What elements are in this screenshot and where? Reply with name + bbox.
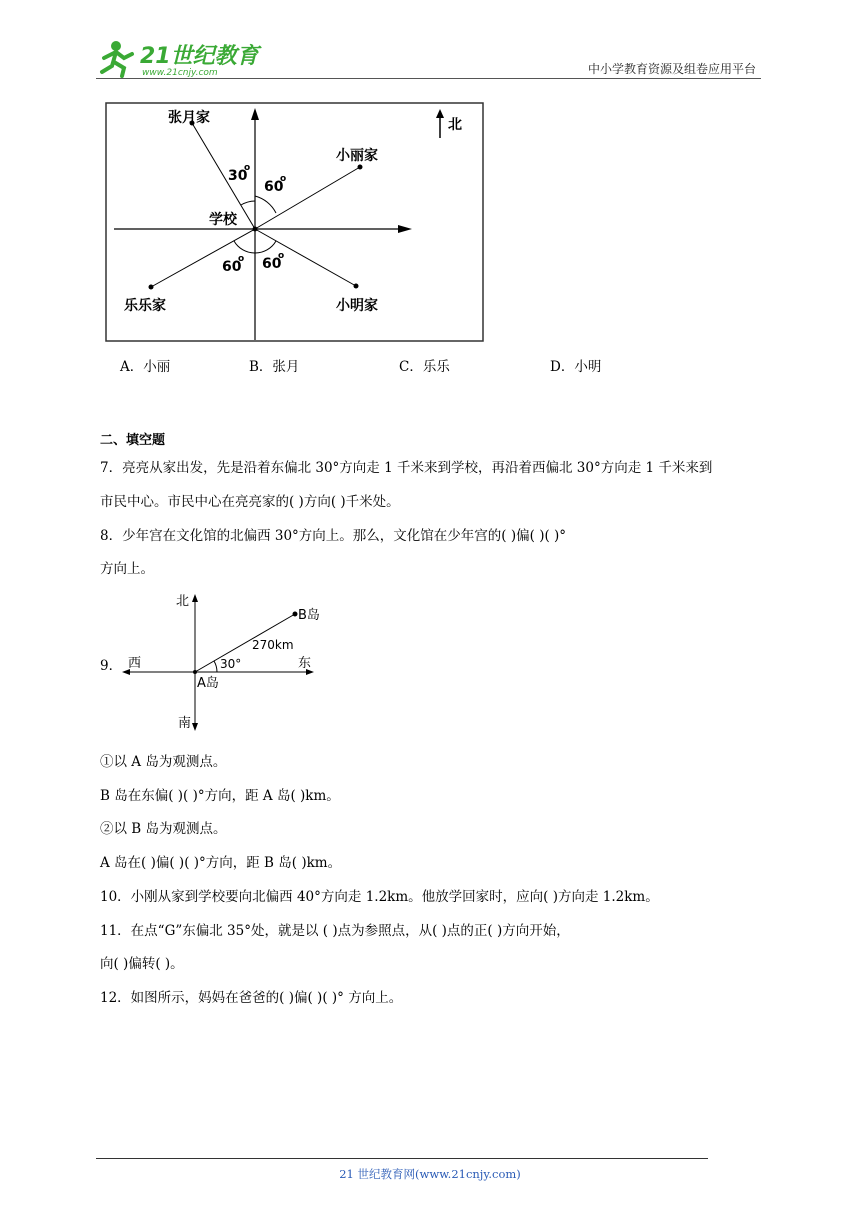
question-10: 10．小刚从家到学校要向北偏西 40°方向走 1.2km。他放学回家时，应向( )方向走 1.2km。: [100, 889, 659, 905]
footer-link[interactable]: 21 世纪教育网(www.21cnjy.com): [339, 1167, 521, 1181]
question-9-sub1-title: ①以 A 岛为观测点。: [100, 754, 227, 770]
north-label: 北: [448, 117, 462, 133]
east-label: 东: [298, 656, 312, 671]
option-c[interactable]: C．乐乐: [399, 359, 450, 375]
distance-label: 270km: [252, 638, 294, 652]
runner-logo-icon: [102, 41, 132, 76]
svg-text:o: o: [238, 254, 245, 264]
svg-text:o: o: [280, 174, 287, 184]
angle-60-label: 60: [264, 179, 284, 195]
site-logo: [94, 38, 264, 78]
header-divider: [96, 78, 761, 79]
angle-60-label: 60: [222, 259, 242, 275]
question-9-number: 9．: [100, 658, 123, 674]
island-a-label: A岛: [197, 676, 219, 691]
angle-label: 30°: [220, 657, 242, 671]
island-direction-figure: [120, 588, 340, 734]
direction-map-figure: [104, 100, 486, 344]
question-9-sub1-line: B 岛在东偏( )( )°方向，距 A 岛( )km。: [100, 788, 340, 804]
zhangyue-home-label: 张月家: [168, 110, 210, 126]
question-8-line-2: 方向上。: [100, 561, 154, 577]
question-11-line-2: 向( )偏转( )。: [100, 956, 184, 972]
svg-text:www.21cnjy.com: www.21cnjy.com: [142, 68, 218, 78]
question-11-line-1: 11．在点“G”东偏北 35°处，就是以 ( )点为参照点，从( )点的正( )方向开始，: [100, 923, 570, 939]
option-a[interactable]: A．小丽: [120, 359, 171, 375]
island-b-label: B岛: [298, 608, 320, 623]
question-9-sub2-line: A 岛在( )偏( )( )°方向，距 B 岛( )km。: [100, 855, 342, 871]
school-label: 学校: [209, 212, 237, 228]
angle-30-label: 30: [228, 168, 248, 184]
angle-60-label: 60: [262, 256, 282, 272]
xiaoming-home-label: 小明家: [336, 298, 378, 314]
option-d[interactable]: D．小明: [550, 359, 602, 375]
question-8-line-1: 8．少年宫在文化馆的北偏西 30°方向上。那么，文化馆在少年宫的( )偏( )( )°: [100, 528, 567, 544]
header-platform-text: 中小学教育资源及组卷应用平台: [587, 62, 756, 76]
question-9-sub2-title: ②以 B 岛为观测点。: [100, 821, 227, 837]
west-label: 西: [128, 656, 142, 671]
south-label: 南: [178, 716, 192, 731]
question-7-line-2: 市民中心。市民中心在亮亮家的( )方向( )千米处。: [100, 494, 400, 510]
xiaoli-home-label: 小丽家: [336, 148, 378, 164]
svg-text:o: o: [244, 163, 251, 173]
section-title: 二、填空题: [100, 433, 166, 448]
question-7-line-1: 7．亮亮从家出发，先是沿着东偏北 30°方向走 1 千米来到学校，再沿着西偏北 30°方向走 1 千米来到: [100, 460, 713, 476]
svg-text:o: o: [278, 251, 285, 261]
footer-divider: [96, 1158, 708, 1159]
lele-home-label: 乐乐家: [124, 298, 166, 314]
svg-text:21世纪教育: 21世纪教育: [140, 44, 259, 69]
question-12: 12．如图所示，妈妈在爸爸的( )偏( )( )° 方向上。: [100, 990, 403, 1006]
north-label: 北: [176, 594, 190, 609]
option-b[interactable]: B．张月: [249, 359, 300, 375]
